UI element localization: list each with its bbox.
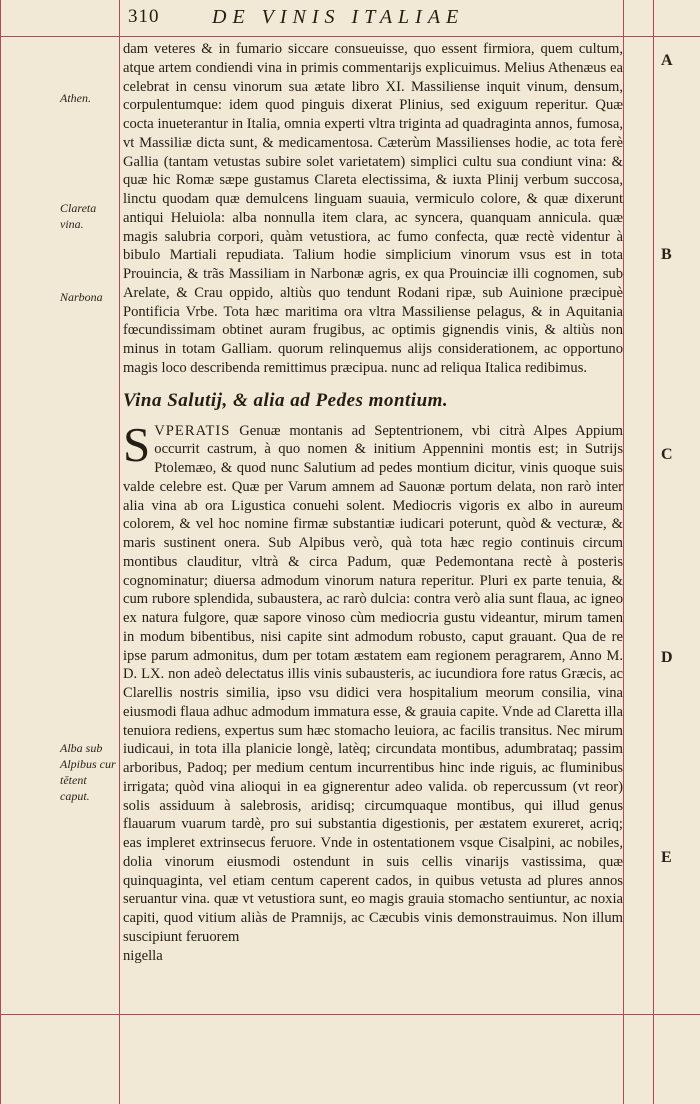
running-title: DE VINIS ITALIAE	[212, 6, 465, 28]
margin-rule-right	[623, 0, 624, 1104]
frame-rule-left	[0, 0, 1, 1104]
section-letter-d: D	[661, 649, 673, 666]
section-letter-c: C	[661, 446, 673, 463]
section-letter-b: B	[661, 246, 672, 263]
section-letter-e: E	[661, 849, 672, 866]
paragraph-2	[123, 416, 623, 947]
opening-word: VPERATIS	[154, 422, 231, 439]
running-head	[120, 4, 623, 34]
drop-cap: S	[123, 416, 151, 472]
margin-note-alba: Alba sub Alpibus cur tētent caput.	[60, 741, 116, 803]
main-text-column	[123, 40, 623, 965]
page-number: 310	[128, 6, 160, 27]
section-heading: Vina Salutij, & alia ad Pedes montium.	[123, 389, 449, 411]
margin-note-narbona: Narbona	[60, 290, 103, 304]
header-rule	[0, 36, 700, 37]
margin-note-clareta: Clareta vina.	[60, 201, 97, 231]
section-letter-a: A	[661, 52, 673, 69]
margin-note-athen: Athen.	[60, 91, 91, 105]
frame-rule-right	[653, 0, 654, 1104]
margin-rule-left	[119, 0, 120, 1104]
footer-rule	[0, 1014, 700, 1015]
catchword: nigella	[123, 947, 163, 964]
paragraph-2-text: Genuæ montanis ad Septentrionem, vbi citrà Alpes Appium occurrit castrum, à quo nomen & initium Appennini montis est; in Sutrijs Ptolemæo, & quod nunc Salutium ad pedes montium dicitur, vinis quoque suis valde celebre est. Quæ per Varum amnem ad Sauonæ portum delata, non rarò inter alia vina ab ora Ligustica conuehi solent. Mediocris vigoris ex albo in aureum colorem, & vel hoc nomine firmæ substantiæ iudicari poterunt, quòd & vecturæ, & maris sustinent onera. Sub Alpibus verò, quà tota hæc regio continuis circum montibus clauditur, vltrà & circa Padum, quæ Pedemontana rectè à posteris cognominatur; diuersa admodum vinorum natura reperitur. Pluri ex parte tenuia, & cum rubore splendida, subaustera, ac rarò dulcia: contra verò alia sunt flaua, ac igneo ex natura fulgore, quæ sapore vinoso cùm mediocria gustu videantur, mirum tamen in modum bibentibus, nisi capite sint admodum robusto, caput grauant. Qua de re ipse parum admonitus, dum per totam æstatem eam regionem peragrarem, Anno M. D. LX. non adeò delectatus illis vinis subausteris, ac iucundiora fore ratus Græcis, ac Clarellis nostris similia, ipso vsu didici vera hospitalium meorum consilia, vina eiusmodi flaua adhuc admodum immatura esse, & grauia capite. Vnde ad Claretta illa tenuiora rediens, expertus sum hæc stomacho leuiora, ac facilis transitus. Nec mirum iudicaui, in tota illa planicie longè, latèq; circundata montibus, adumbrataq; passim arboribus, Padoq; per medium centum incurrentibus hinc inde riguis, ac fluminibus irrigata; quòd vina alioqui in ea gignerentur adeo valida. ob repercussum (vt reor) solis assiduum à salebrosis, aridisq; circumquaque montibus, qui illud genus flauarum vuarum tardè, pro sui substantia digestionis, per æstatem exureret, acriq; eas impleret extrinsecus feruore. Vnde in ostentationem vsque Cisalpini, ac nobiles, dolia vinorum eiusmodi ostendunt in suis cellis vinarijs vastissima, quæ quinquaginta, vel etiam centum caperent cados, in quibus vetusta ad plures annos seruantur vina. quæ vt vetustiora sunt, eo magis grauia stomacho sentiuntur, ac noxia capiti, quod vitium aliàs de Pramnijs, ac Cæcubis vinis demonstrauimus. Non illum suscipiunt feruorem	[123, 422, 623, 945]
paragraph-1: dam veteres & in fumario siccare consueuisse, quo essent firmiora, quem cultum, atque artem condiendi vina in primis commentarijs explicuimus. Melius Athenæus ea celebrat in censu vinorum sua ætate libro XI. Massiliense inquit vinum, densum, corpulentumque: idem quod pinguis dixerat Plinius, sed exiguum reperitur. Quæ cocta inueterantur in Italia, omnia experti vltra triginta ad quadraginta annos, fumosa, vt Massiliæ dicta sunt, & medicamentosa. Cæterùm Massilienses hodie, ac tota ferè Gallia (tantam vetustas subire solet varietatem) simplici cultu sua condiunt vina: & quæ hic Romæ sæpe gustamus Clareta electissima, & iuxta Plinij verbum succosa, linctu quodam quæ demulcens linguam suauia, vermiculo colore, & quæ dixerunt antiqui Heluiola: alba nonnulla item clara, ac syncera, quanquam annicula. quæ magis salubria corpori, quàm vetustiora, ac fumo confecta, quæ rectè videntur à bibulo Martiali repudiata. Talium hodie simplicium vinorum vsus est in tota Prouincia, & trãs Massiliam in Narbonæ agris, ex qua Prouinciæ illi cognomen, sub Arelate, & Crau oppido, altiùs quo tendunt Rodani ripæ, sub Auinione præcipuè Pontificia Vrbe. Tota hæc maritima ora vltra Massiliense pelagus, & in Aquitania fœcundissimam obtinet auram frugibus, ac optimis gignendis vinis, & altiùs non minus in totam Galliam. quorum relinquemus alijs considerationem, ac opportuno magis loco describenda remittimus præcipua. nunc ad reliqua Italica redibimus.	[123, 41, 623, 376]
